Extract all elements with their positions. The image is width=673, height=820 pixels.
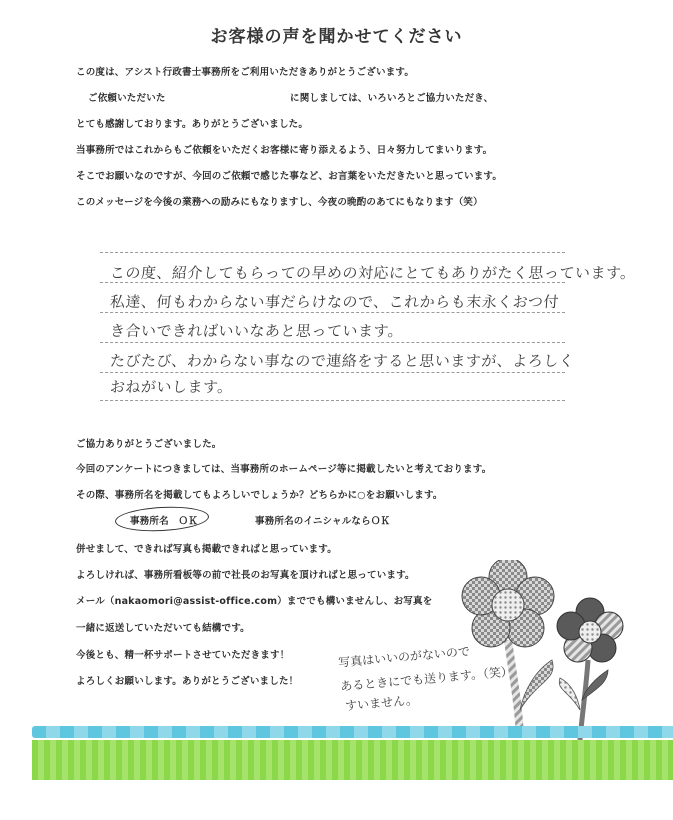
ruled-line xyxy=(100,342,565,343)
photo-line-1: 併せまして、できれば写真も掲載できればと思っています。 xyxy=(76,544,337,555)
ruled-line xyxy=(100,312,565,313)
intro-line-2a: ご依頼いただいた xyxy=(88,93,166,104)
photo-line-6: よろしくお願いします。ありがとうございました！ xyxy=(76,676,299,687)
intro-line-3: とても感謝しております。ありがとうございました。 xyxy=(76,119,309,130)
handwritten-line-5: おねがいします。 xyxy=(109,378,234,396)
closing-line-3: その際、事務所名を掲載してもよろしいでしょうか？どちらかに○をお願いします。 xyxy=(76,490,443,501)
photo-line-3: メール（nakaomori@assist-office.com）まででも構いませんし、お写真を xyxy=(76,596,433,607)
closing-line-2: 今回のアンケートにつきましては、当事務所のホームページ等に掲載したいと考えております。 xyxy=(76,464,492,475)
intro-line-1: この度は、アシスト行政書士事務所をご利用いただきありがとうございます。 xyxy=(76,67,415,78)
intro-line-2b: に関しましては、いろいろとご協力いただき、 xyxy=(290,93,494,104)
photo-line-4: 一緒に返送していただいても結構です。 xyxy=(76,623,250,634)
flower-illustration xyxy=(448,560,628,750)
option-initials-ok: 事務所名のイニシャルならＯＫ xyxy=(255,516,391,527)
page-title: お客様の声を聞かせてください xyxy=(210,27,463,47)
handwritten-note-line-3: すいません。 xyxy=(344,692,419,714)
handwritten-line-3: き合いできればいいなあと思っています。 xyxy=(109,322,404,340)
ruled-line xyxy=(100,252,565,253)
ruled-line xyxy=(100,400,565,401)
handwritten-line-1: この度、紹介してもらっての早めの対応にとてもありがたく思っています。 xyxy=(109,264,637,282)
handwritten-line-4: たびたび、わからない事なので連絡をすると思いますが、よろしく xyxy=(109,352,576,370)
option-name-ok: 事務所名 ＯＫ xyxy=(130,516,198,527)
handwritten-note-line-1: 写真はいいのがないので xyxy=(337,644,471,670)
ruled-line xyxy=(100,372,565,373)
intro-line-5: そこでお願いなのですが、今回のご依頼で感じた事など、お言葉をいただきたいと思っています。 xyxy=(76,171,503,182)
decorative-grass-band xyxy=(32,740,673,780)
intro-line-6: このメッセージを今後の業務への励みにもなりますし、今夜の晩酌のあてにもなります（笑） xyxy=(76,197,483,208)
decorative-water-band xyxy=(32,726,673,738)
closing-line-1: ご協力ありがとうございました。 xyxy=(76,439,222,450)
photo-line-5: 今後とも、精一杯サポートさせていただきます！ xyxy=(76,650,290,661)
intro-line-4: 当事務所ではこれからもご依頼をいただくお客様に寄り添えるよう、日々努力してまいります。 xyxy=(76,145,493,156)
handwritten-comment-area xyxy=(100,250,637,400)
handwritten-note-line-2: あるときにでも送ります。（笑） xyxy=(339,664,514,694)
handwritten-line-2: 私達、何もわからない事だらけなので、これからも末永くおつ付 xyxy=(109,293,560,311)
photo-line-2: よろしければ、事務所看板等の前で社長のお写真を頂ければと思っています。 xyxy=(76,570,415,581)
